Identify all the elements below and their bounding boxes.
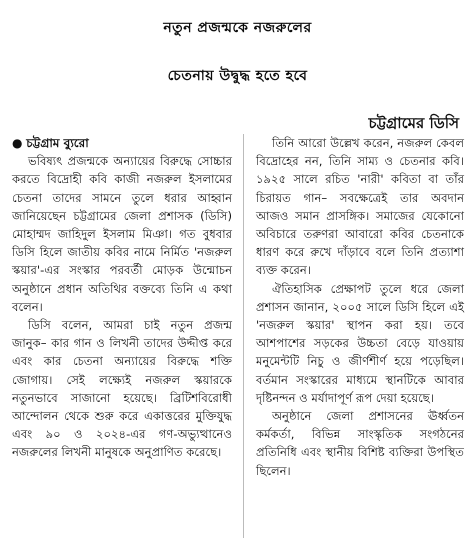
paragraph-left-2: ডিসি বলেন, আমরা চাই নতুন প্রজন্ম জানুক– কার গান ও লিখনী তাদের উদ্দীপ্ত করে এবং কার চেতনা অন্যায়ের বিরুদ্ধে শক্তি জোগায়। সেই লক্ষ্যেই নজরুল স্কয়ারকে নতুনভাবে সাজানো হয়েছে। ব্রিটিশবিরোধী আন্দোলন থেকে শুরু করে একাত্তরের মুক্তিযুদ্ধ এবং ৯০ ও ২০২৪-এর গণ-অভ্যুত্থানেও নজরুলের লিখনী মানুষকে অনুপ্রাণিত করেছে। bbox=[12, 318, 232, 460]
article-column-left bbox=[12, 134, 232, 462]
article-column-right bbox=[256, 134, 464, 480]
paragraph-left-1: ভবিষ্যৎ প্রজন্মকে অন্যায়ের বিরুদ্ধে সোচ্চার করতে বিদ্রোহী কবি কাজী নজরুল ইসলামের চেতনা তাদের সামনে তুলে ধরার আহ্বান জানিয়েছেন চট্টগ্রামের জেলা প্রশাসক (ডিসি) মোহাম্মদ জাহিদুল ইসলাম মিঞা। গত বুধবার ডিসি হিলে জাতীয় কবির নামে নির্মিত 'নজরুল স্কয়ার'-এর সংস্কার পরবর্তী মোড়ক উন্মোচন অনুষ্ঠানে প্রধান অতিথির বক্তব্যে তিনি এ কথা বলেন। bbox=[12, 154, 232, 314]
headline-line-1: নতুন প্রজন্মকে নজরুলের bbox=[163, 20, 312, 36]
headline-line-2: চেতনায় উদ্বুদ্ধ হতে হবে bbox=[167, 68, 308, 84]
paragraph-right-3: অনুষ্ঠানে জেলা প্রশাসনের ঊর্ধ্বতন কর্মকর্তা, বিভিন্ন সাংস্কৃতিক সংগঠনের প্রতিনিধি এবং স্থানীয় বিশিষ্ট ব্যক্তিরা উপস্থিত ছিলেন। bbox=[256, 409, 464, 478]
bureau-label: চট্টগ্রাম ব্যুরো bbox=[26, 136, 89, 150]
byline bbox=[12, 134, 232, 152]
paragraph-right-2: ঐতিহাসিক প্রেক্ষাপট তুলে ধরে জেলা প্রশাসন জানান, ২০০৫ সালে ডিসি হিলে এই 'নজরুল স্কয়ার' স্থাপন করা হয়। তবে আশপাশের সড়কের উচ্চতা বেড়ে যাওয়ায় মনুমেন্টটি নিচু ও জীর্ণশীর্ণ হয়ে পড়েছিল। বর্তমান সংস্কারের মাধ্যমে স্থানটিকে আবার দৃষ্টিনন্দন ও মর্যাদাপূর্ণ রূপ দেয়া হয়েছে। bbox=[256, 281, 464, 405]
kicker-subhead: চট্টগ্রামের ডিসি bbox=[368, 114, 459, 132]
bullet-icon: ● bbox=[12, 136, 27, 150]
paragraph-right-1: তিনি আরো উল্লেখ করেন, নজরুল কেবল বিদ্রোহের নন, তিনি সাম্য ও চেতনার কবি। ১৯২৫ সালে রচিত 'নারী' কবিতা বা তাঁর চিরায়ত গান– সবক্ষেত্রেই তার অবদান আজও সমান প্রাসঙ্গিক। সমাজের যেকোনো অবিচারে তরুণরা আবারো কবির চেতনাকে ধারণ করে রুখে দাঁড়াবে বলে তিনি প্রত্যাশা ব্যক্ত করেন। bbox=[256, 136, 464, 278]
column-divider bbox=[243, 134, 244, 538]
